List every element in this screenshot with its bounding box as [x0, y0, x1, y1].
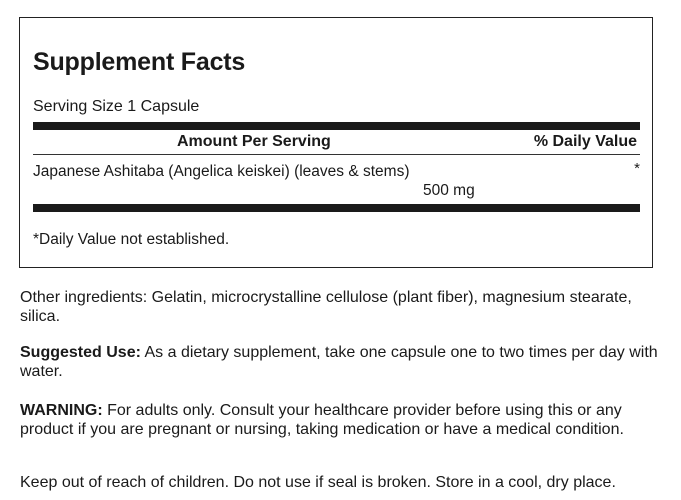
suggested-use-label: Suggested Use:	[20, 344, 141, 361]
serving-size: Serving Size 1 Capsule	[33, 98, 200, 115]
storage-text: Keep out of reach of children. Do not use if seal is broken. Store in a cool, dry place.	[20, 474, 616, 491]
thin-divider	[33, 154, 640, 155]
suggested-use	[20, 343, 660, 381]
thick-divider-top	[33, 122, 640, 130]
ingredient-amount: 500 mg	[423, 182, 475, 199]
storage-instructions	[20, 473, 660, 492]
ingredient-daily-value: *	[634, 160, 640, 177]
suggested-use-text: As a dietary supplement, take one capsule one to two times per day with water.	[20, 344, 658, 380]
facts-title: Supplement Facts	[33, 48, 246, 76]
supplement-facts-panel	[19, 17, 653, 268]
other-ingredients	[20, 288, 660, 326]
other-ingredients-text: Other ingredients: Gelatin, microcrystalline cellulose (plant fiber), magnesium stearate, silica.	[20, 289, 632, 325]
ingredient-name: Japanese Ashitaba (Angelica keiskei) (leaves & stems)	[33, 163, 410, 180]
warning	[20, 401, 660, 439]
daily-value-footnote: *Daily Value not established.	[33, 231, 230, 248]
header-daily-value: % Daily Value	[533, 133, 637, 150]
warning-text: For adults only. Consult your healthcare provider before using this or any product if you are pregnant or nursing, taking medication or have a medical condition.	[20, 402, 624, 438]
thick-divider-bottom	[33, 204, 640, 212]
header-amount-per-serving: Amount Per Serving	[177, 133, 331, 150]
warning-label: WARNING:	[20, 402, 103, 419]
